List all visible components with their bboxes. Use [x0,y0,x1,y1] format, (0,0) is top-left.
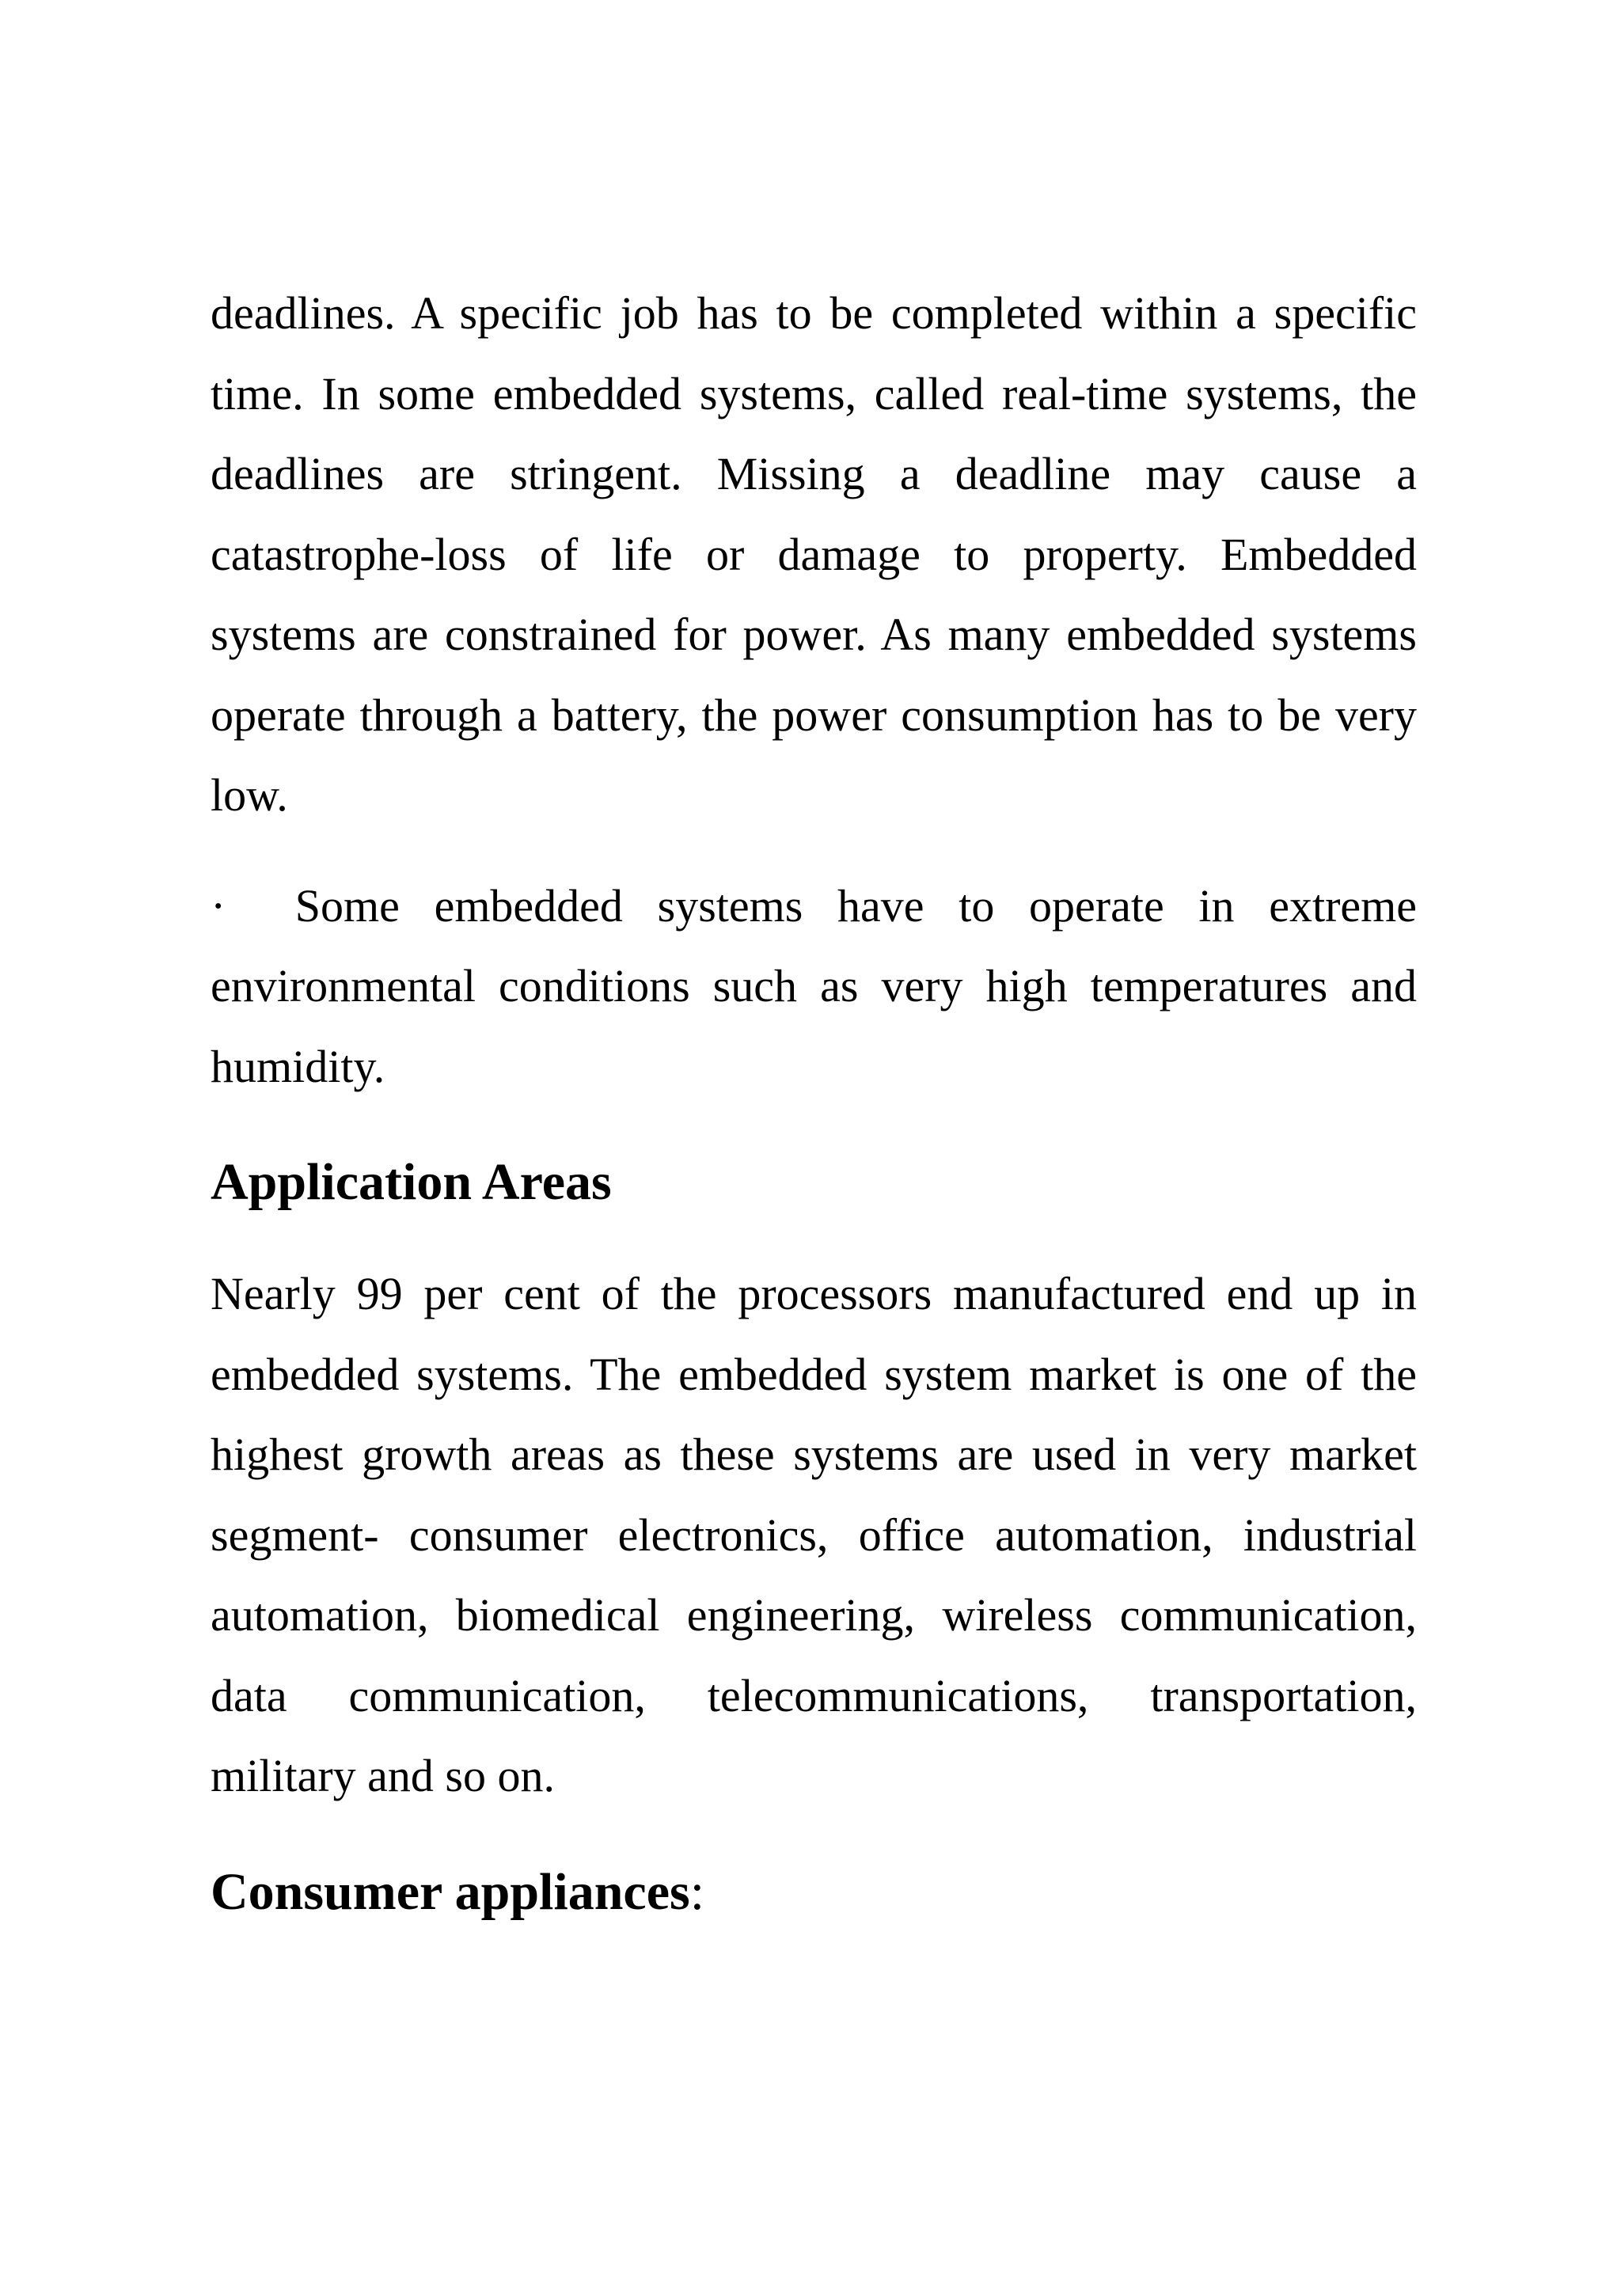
bullet-paragraph-environment [211,866,1417,1107]
document-body [211,273,1417,1932]
body-paragraph-deadlines: deadlines. A specific job has to be completed within a specific time. In some embedded systems, called real-time systems, the deadlines are stringent. Missing a deadline may cause a catastrophe-loss of life or damage to property. Embedded systems are constrained for power. As many embedded systems operate through a battery, the power consumption has to be very low. [211,287,1417,821]
bullet-marker: · [211,879,226,932]
bullet-text: Some embedded systems have to operate in extreme environmental conditions such as very high temperatures and humidity. [211,879,1417,1092]
body-paragraph-application-areas: Nearly 99 per cent of the processors manufactured end up in embedded systems. The embedded system market is one of the highest growth areas as these systems are used in very market segment- consumer electronics, office automation, industrial automation, biomedical engineering, wireless communication, data communication, telecommunications, transportation, military and so on. [211,1268,1417,1801]
heading-colon: : [689,1862,705,1921]
section-heading-application-areas: Application Areas [211,1153,612,1211]
section-heading-consumer-appliances [211,1853,1417,1932]
heading-consumer-appliances-text: Consumer appliances [211,1862,690,1921]
